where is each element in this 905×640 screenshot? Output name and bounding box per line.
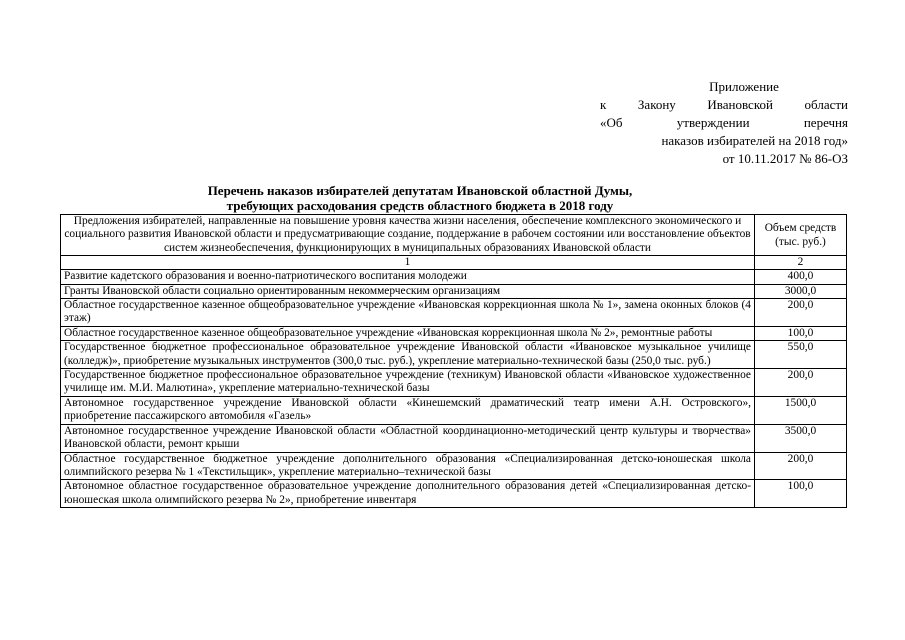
appendix-law-name-1: «Об утверждении перечня [600,115,848,130]
row-description: Областное государственное казенное общеобразовательное учреждение «Ивановская коррекционная школа № 2», ремонтные работы [61,326,755,340]
table-row [61,369,847,397]
row-description: Развитие кадетского образования и военно-патриотического воспитания молодежи [61,270,755,284]
row-description: Автономное государственное учреждение Ивановской области «Кинешемский драматический театр имени А.Н. Островского», приобретение пассажирского автомобиля «Газель» [61,396,755,424]
header-amount: Объем средств (тыс. руб.) [755,215,847,256]
row-amount: 400,0 [755,270,847,284]
document-title-line-1: Перечень наказов избирателей депутатам Ивановской областной Думы, [207,183,633,198]
appendix-law-name-2: наказов избирателей на 2018 год» [661,133,848,148]
row-amount: 100,0 [755,480,847,508]
column-number-1: 1 [61,256,755,270]
table-row [61,424,847,452]
header-proposals: Предложения избирателей, направленные на повышение уровня качества жизни населения, обеспечение комплексного экономического и социального развития Ивановской области и предусматривающие создание, поддержание в рабочем состоянии или восстановление объектов систем жизнеобеспечения, функционирующих в муниципальных образованиях Ивановской области [61,215,755,256]
table-row [61,480,847,508]
table-row [61,270,847,284]
document-title [60,183,780,213]
row-description: Областное государственное бюджетное учреждение дополнительного образования «Специализированная детско-юношеская школа олимпийского резерва № 1 «Текстильщик», укрепление материально–технической базы [61,452,755,480]
appendix-law-ref: к Закону Ивановской области [600,97,848,112]
row-amount: 3000,0 [755,284,847,298]
document-title-line-2: требующих расходования средств областного бюджета в 2018 году [226,198,614,213]
row-amount: 1500,0 [755,396,847,424]
row-description: Государственное бюджетное профессиональное образовательное учреждение (техникум) Ивановской области «Ивановское художественное училище им. М.И. Малютина», укрепление материально-технической базы [61,369,755,397]
row-amount: 200,0 [755,369,847,397]
table-row [61,326,847,340]
row-description: Гранты Ивановской области социально ориентированным некоммерческим организациям [61,284,755,298]
column-number-2: 2 [755,256,847,270]
row-amount: 200,0 [755,452,847,480]
table-row [61,452,847,480]
appendix-title: Приложение [709,79,779,94]
table-row [61,341,847,369]
table-header-row [61,215,847,256]
appendix-block [600,78,848,168]
row-description: Государственное бюджетное профессиональное образовательное учреждение Ивановской области «Ивановское музыкальное училище (колледж)», приобретение музыкальных инструментов (300,0 тыс. руб.), укрепление материально-технической базы (250,0 тыс. руб.) [61,341,755,369]
table-row [61,284,847,298]
table-row [61,396,847,424]
row-amount: 100,0 [755,326,847,340]
appendix-law-date: от 10.11.2017 № 86-ОЗ [722,151,848,166]
row-description: Автономное областное государственное образовательное учреждение дополнительного образования детей «Специализированная детско-юношеская школа олимпийского резерва № 2», приобретение инвентаря [61,480,755,508]
table-row [61,299,847,327]
row-description: Автономное государственное учреждение Ивановской области «Областной координационно-методический центр культуры и творчества» Ивановской области, ремонт крыши [61,424,755,452]
orders-table [60,214,847,508]
row-amount: 200,0 [755,299,847,327]
row-amount: 550,0 [755,341,847,369]
table-numbering-row [61,256,847,270]
row-description: Областное государственное казенное общеобразовательное учреждение «Ивановская коррекционная школа № 1», замена оконных блоков (4 этаж) [61,299,755,327]
row-amount: 3500,0 [755,424,847,452]
